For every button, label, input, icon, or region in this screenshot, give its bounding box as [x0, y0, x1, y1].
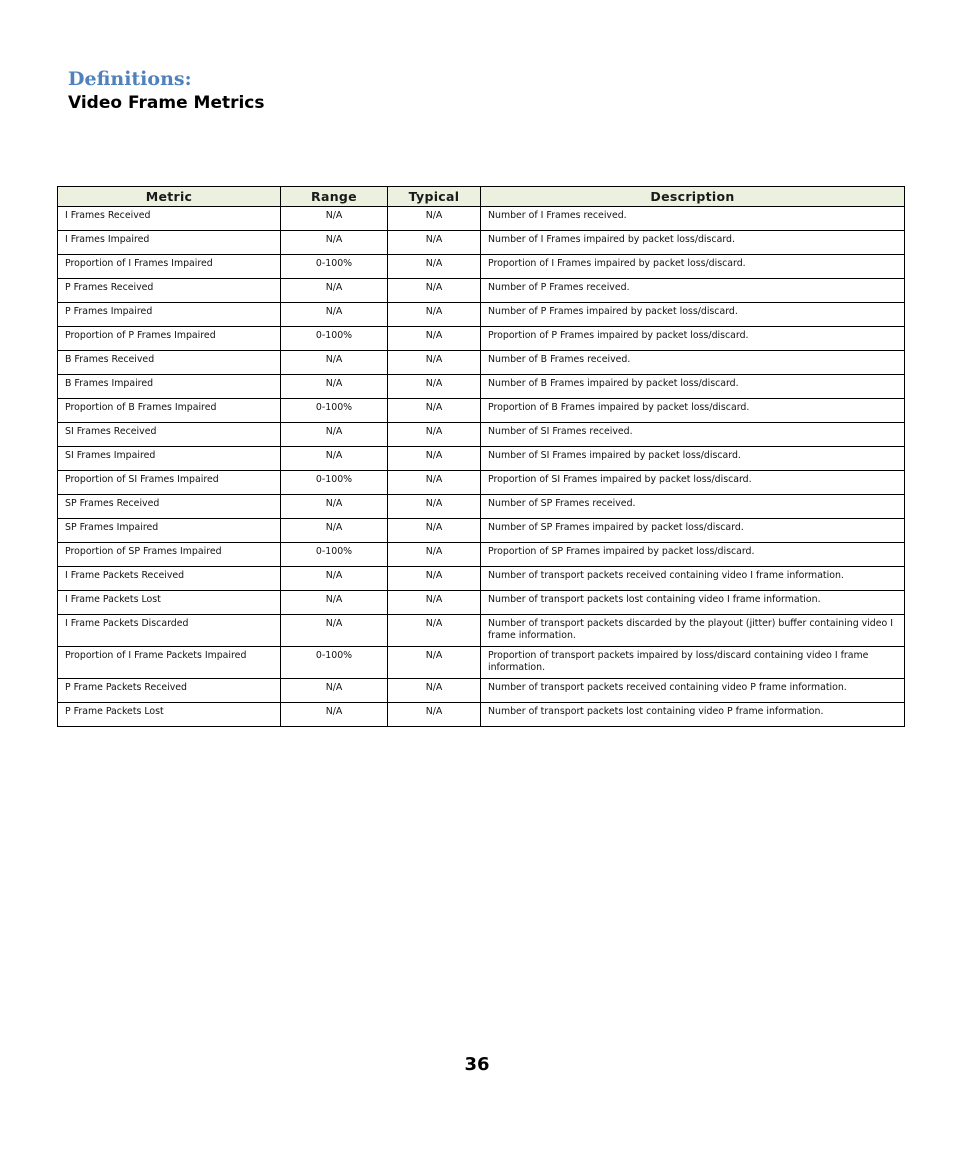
range-cell: 0-100%	[281, 399, 388, 423]
video-frame-metrics-table	[57, 186, 905, 727]
table-row	[58, 543, 905, 567]
header-typical: Typical	[388, 187, 481, 207]
header-description: Description	[481, 187, 905, 207]
typical-cell: N/A	[388, 679, 481, 703]
range-cell: N/A	[281, 231, 388, 255]
description-cell: Proportion of P Frames impaired by packet loss/discard.	[481, 327, 905, 351]
typical-cell: N/A	[388, 279, 481, 303]
description-cell: Number of transport packets lost containing video I frame information.	[481, 591, 905, 615]
range-cell: N/A	[281, 279, 388, 303]
range-cell: N/A	[281, 519, 388, 543]
metric-cell: SI Frames Received	[58, 423, 281, 447]
range-cell: N/A	[281, 447, 388, 471]
typical-cell: N/A	[388, 495, 481, 519]
range-cell: N/A	[281, 207, 388, 231]
description-cell: Proportion of SP Frames impaired by packet loss/discard.	[481, 543, 905, 567]
table-row	[58, 495, 905, 519]
metric-cell: Proportion of I Frames Impaired	[58, 255, 281, 279]
header-range: Range	[281, 187, 388, 207]
range-cell: N/A	[281, 375, 388, 399]
table-row	[58, 303, 905, 327]
typical-cell: N/A	[388, 447, 481, 471]
description-cell: Number of transport packets lost containing video P frame information.	[481, 703, 905, 727]
typical-cell: N/A	[388, 543, 481, 567]
metric-cell: P Frame Packets Received	[58, 679, 281, 703]
description-cell: Proportion of I Frames impaired by packet loss/discard.	[481, 255, 905, 279]
range-cell: N/A	[281, 567, 388, 591]
metric-cell: P Frame Packets Lost	[58, 703, 281, 727]
typical-cell: N/A	[388, 207, 481, 231]
table-row	[58, 591, 905, 615]
description-cell: Number of I Frames impaired by packet loss/discard.	[481, 231, 905, 255]
typical-cell: N/A	[388, 471, 481, 495]
description-cell: Proportion of SI Frames impaired by packet loss/discard.	[481, 471, 905, 495]
range-cell: N/A	[281, 303, 388, 327]
range-cell: 0-100%	[281, 543, 388, 567]
metric-cell: Proportion of P Frames Impaired	[58, 327, 281, 351]
description-cell: Number of B Frames received.	[481, 351, 905, 375]
typical-cell: N/A	[388, 231, 481, 255]
table-row	[58, 447, 905, 471]
typical-cell: N/A	[388, 615, 481, 647]
typical-cell: N/A	[388, 423, 481, 447]
typical-cell: N/A	[388, 519, 481, 543]
description-cell: Number of SI Frames received.	[481, 423, 905, 447]
table-row	[58, 255, 905, 279]
typical-cell: N/A	[388, 303, 481, 327]
typical-cell: N/A	[388, 567, 481, 591]
metric-cell: I Frame Packets Lost	[58, 591, 281, 615]
typical-cell: N/A	[388, 647, 481, 679]
metric-cell: I Frames Impaired	[58, 231, 281, 255]
metric-cell: SP Frames Received	[58, 495, 281, 519]
table-row	[58, 519, 905, 543]
table-row	[58, 351, 905, 375]
typical-cell: N/A	[388, 399, 481, 423]
section-heading: Definitions:	[68, 68, 192, 90]
description-cell: Number of transport packets discarded by the playout (jitter) buffer containing video I frame information.	[481, 615, 905, 647]
table-row	[58, 615, 905, 647]
metric-cell: SI Frames Impaired	[58, 447, 281, 471]
description-cell: Number of I Frames received.	[481, 207, 905, 231]
metric-cell: B Frames Impaired	[58, 375, 281, 399]
range-cell: 0-100%	[281, 255, 388, 279]
typical-cell: N/A	[388, 703, 481, 727]
metric-cell: B Frames Received	[58, 351, 281, 375]
typical-cell: N/A	[388, 351, 481, 375]
metric-cell: SP Frames Impaired	[58, 519, 281, 543]
table-row	[58, 647, 905, 679]
range-cell: N/A	[281, 495, 388, 519]
metric-cell: Proportion of SP Frames Impaired	[58, 543, 281, 567]
metric-cell: Proportion of I Frame Packets Impaired	[58, 647, 281, 679]
description-cell: Number of SI Frames impaired by packet loss/discard.	[481, 447, 905, 471]
description-cell: Number of SP Frames impaired by packet loss/discard.	[481, 519, 905, 543]
metric-cell: P Frames Received	[58, 279, 281, 303]
description-cell: Number of P Frames received.	[481, 279, 905, 303]
description-cell: Number of P Frames impaired by packet loss/discard.	[481, 303, 905, 327]
description-cell: Number of transport packets received containing video I frame information.	[481, 567, 905, 591]
range-cell: N/A	[281, 703, 388, 727]
metric-cell: Proportion of B Frames Impaired	[58, 399, 281, 423]
range-cell: 0-100%	[281, 471, 388, 495]
description-cell: Number of transport packets received containing video P frame information.	[481, 679, 905, 703]
page-subheading: Video Frame Metrics	[68, 93, 265, 113]
table-row	[58, 231, 905, 255]
range-cell: N/A	[281, 423, 388, 447]
metric-cell: P Frames Impaired	[58, 303, 281, 327]
table-row	[58, 567, 905, 591]
table-row	[58, 703, 905, 727]
description-cell: Proportion of transport packets impaired by loss/discard containing video I frame information.	[481, 647, 905, 679]
range-cell: N/A	[281, 679, 388, 703]
metric-cell: Proportion of SI Frames Impaired	[58, 471, 281, 495]
range-cell: N/A	[281, 591, 388, 615]
table-row	[58, 327, 905, 351]
typical-cell: N/A	[388, 591, 481, 615]
description-cell: Number of B Frames impaired by packet loss/discard.	[481, 375, 905, 399]
table-row	[58, 471, 905, 495]
typical-cell: N/A	[388, 375, 481, 399]
range-cell: N/A	[281, 615, 388, 647]
typical-cell: N/A	[388, 255, 481, 279]
table-row	[58, 679, 905, 703]
table-row	[58, 207, 905, 231]
table-row	[58, 399, 905, 423]
metric-cell: I Frames Received	[58, 207, 281, 231]
table-header-row	[58, 187, 905, 207]
typical-cell: N/A	[388, 327, 481, 351]
table-row	[58, 279, 905, 303]
table-row	[58, 375, 905, 399]
range-cell: 0-100%	[281, 647, 388, 679]
metric-cell: I Frame Packets Received	[58, 567, 281, 591]
range-cell: 0-100%	[281, 327, 388, 351]
table-row	[58, 423, 905, 447]
metric-cell: I Frame Packets Discarded	[58, 615, 281, 647]
range-cell: N/A	[281, 351, 388, 375]
description-cell: Proportion of B Frames impaired by packet loss/discard.	[481, 399, 905, 423]
page-number: 36	[464, 1054, 490, 1075]
description-cell: Number of SP Frames received.	[481, 495, 905, 519]
header-metric: Metric	[58, 187, 281, 207]
